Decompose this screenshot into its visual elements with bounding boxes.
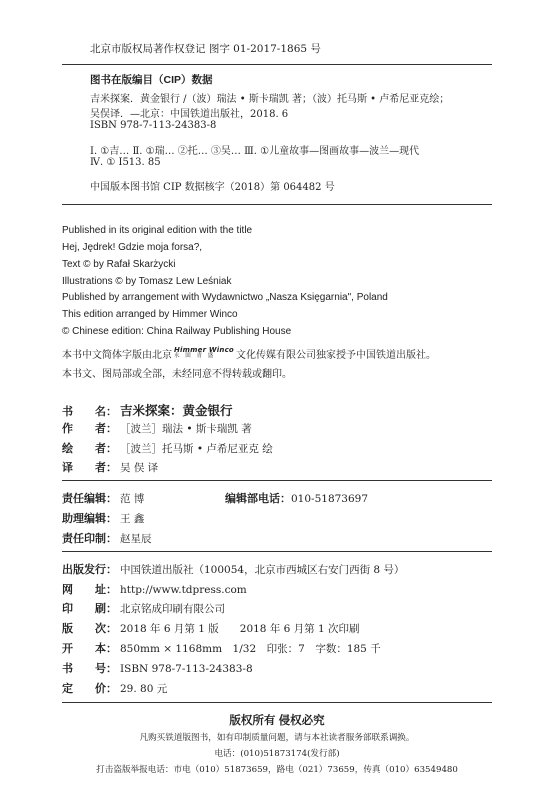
- price: 29. 80 元: [120, 683, 168, 695]
- divider: [62, 480, 492, 481]
- rights-pre: 本书中文简体字版由北京: [62, 350, 172, 361]
- edition-row: [62, 620, 360, 636]
- label: 网 址：: [62, 583, 117, 596]
- website: http://www.tdpress.com: [120, 584, 247, 596]
- label: 译 者：: [62, 461, 117, 474]
- footer-line: 凡购买铁道版图书，如有印制质量问题，请与本社读者服务部联系调换。: [139, 733, 415, 743]
- label: 书 号：: [62, 662, 117, 675]
- divider: [62, 64, 492, 65]
- english-credit: © Chinese edition: China Railway Publishing House: [62, 326, 292, 337]
- isbn: ISBN 978-7-113-24383-8: [120, 663, 253, 675]
- label: 责任编辑：: [62, 492, 117, 505]
- english-credit: Published in its original edition with the title: [62, 225, 253, 236]
- illustrator: ［波兰］托马斯 • 卢希尼亚克 绘: [120, 443, 273, 455]
- isbn-row: [62, 660, 253, 676]
- price-row: [62, 680, 167, 696]
- assistant-editor-row: [62, 510, 144, 526]
- divider: [62, 204, 492, 205]
- footer-phone: 电话：(010)51873174(发行部): [214, 749, 340, 759]
- rights-post: 文化传媒有限公司独家授予中国铁道出版社。: [235, 350, 436, 361]
- publisher: 中国铁道出版社（100054，北京市西城区右安门西街 8 号）: [120, 564, 405, 576]
- english-credit: This edition arranged by Himmer Winco: [62, 309, 238, 320]
- book-title-row: [62, 400, 233, 419]
- translator: 吴 俣 译: [120, 462, 159, 474]
- print-supervisor-row: [62, 530, 152, 546]
- english-credit: Illustrations © by Tomasz Lew Leśniak: [62, 276, 232, 287]
- label: 作 者：: [62, 422, 117, 435]
- translator-row: [62, 459, 158, 475]
- format-row: [62, 640, 381, 656]
- label: 开 本：: [62, 642, 117, 655]
- label: 绘 者：: [62, 442, 117, 455]
- editorial-phone: 010-51873697: [291, 493, 369, 505]
- copyright-notice: 版权所有 侵权必究: [229, 715, 325, 727]
- divider: [62, 551, 492, 552]
- cip-line: Ⅳ. ① I513. 85: [90, 157, 161, 168]
- editor: 范 博: [120, 493, 145, 505]
- print-supervisor: 赵星辰: [120, 533, 152, 545]
- english-credit: Hej, Jędrek! Gdzie moja forsa?,: [62, 242, 203, 253]
- editor-row: [62, 490, 144, 506]
- english-credit: Published by arrangement with Wydawnictwo „Nasza Księgarnia", Poland: [62, 292, 388, 303]
- author: ［波兰］瑞法 • 斯卡瑞凯 著: [120, 423, 252, 435]
- cip-heading: 图书在版编目（CIP）数据: [90, 74, 213, 86]
- printer-row: [62, 600, 225, 616]
- rights-statement-2: 本书文、图局部或全部，未经同意不得转载或翻印。: [62, 369, 292, 380]
- label: 定 价：: [62, 682, 117, 695]
- label: 印 刷：: [62, 602, 117, 615]
- label: 助理编辑：: [62, 512, 117, 525]
- label: 出版发行：: [62, 563, 117, 576]
- website-row: [62, 581, 247, 597]
- cip-isbn: ISBN 978-7-113-24383-8: [90, 120, 217, 131]
- label: 版 次：: [62, 622, 117, 635]
- cip-line: 吴俣译．—北京：中国铁道出版社，2018. 6: [90, 109, 289, 120]
- publisher-row: [62, 561, 404, 577]
- logo-bottom-text: 永 固 青 盛: [174, 353, 216, 360]
- logo-top-text: Himmer Winco: [174, 346, 234, 355]
- anti-piracy-line: 打击盗版举报电话：市电（010）51873659，路电（021）73659，传真（010）63549480: [96, 765, 458, 775]
- label: 编辑部电话：: [225, 493, 291, 505]
- format: 850mm × 1168mm 1/32 印张：7 字数：185 千: [120, 643, 381, 655]
- cip-approval: 中国版本图书馆 CIP 数据核字（2018）第 064482 号: [90, 182, 335, 193]
- phone-row: [225, 490, 368, 506]
- label: 书 名：: [62, 405, 117, 418]
- book-title: 吉米探案：黄金银行: [120, 404, 233, 418]
- himmer-winco-logo: [174, 347, 234, 360]
- printer: 北京铭成印刷有限公司: [120, 603, 225, 615]
- copyright-registration: 北京市版权局著作权登记 图字 01-2017-1865 号: [90, 43, 321, 55]
- cip-line: Ⅰ. ①吉… Ⅱ. ①瑞… ②托… ③吴… Ⅲ. ①儿童故事—图画故事—波兰—现代: [90, 146, 420, 157]
- edition: 2018 年 6 月第 1 版 2018 年 6 月第 1 次印刷: [120, 623, 360, 635]
- illustrator-row: [62, 440, 273, 456]
- assistant-editor: 王 鑫: [120, 513, 145, 525]
- english-credit: Text © by Rafał Skarżycki: [62, 259, 176, 270]
- divider: [62, 702, 492, 703]
- label: 责任印制：: [62, 532, 117, 545]
- rights-statement: [62, 346, 436, 362]
- author-row: [62, 420, 252, 436]
- cip-line: 吉米探案．黄金银行 /（波）瑞法 • 斯卡瑞凯 著；（波）托马斯 • 卢希尼亚克绘；: [90, 94, 450, 105]
